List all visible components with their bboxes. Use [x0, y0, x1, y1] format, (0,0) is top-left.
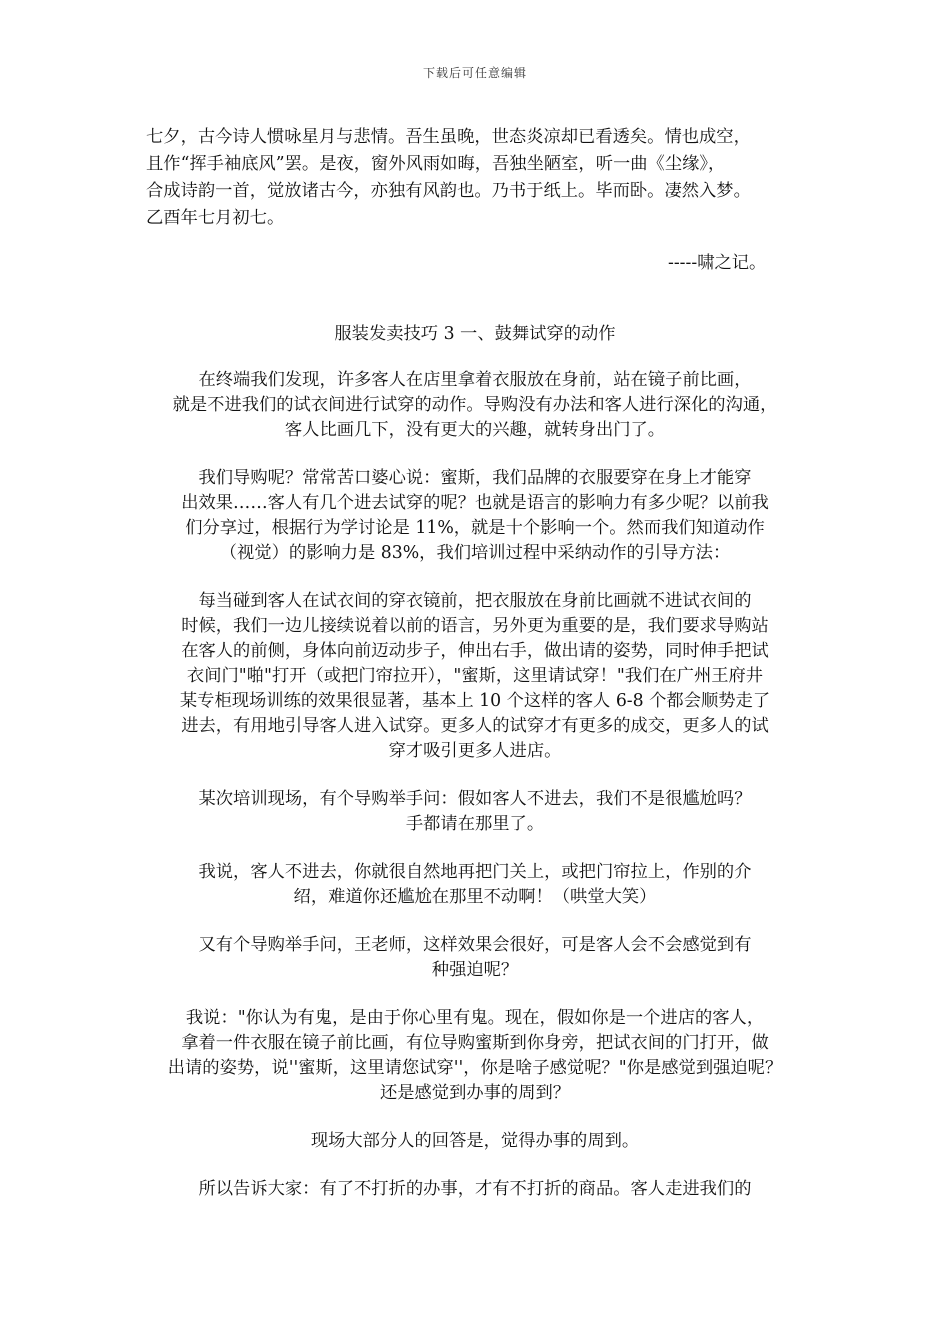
paragraph: [140, 368, 810, 443]
paragraph-line: 每当碰到客人在试衣间的穿衣镜前，把衣服放在身前比画就不进试衣间的: [198, 591, 752, 611]
paragraph-line: 所以告诉大家：有了不打折的办事，才有不打折的商品。客人走进我们的: [198, 1179, 752, 1199]
paragraph-line: 就是不进我们的试衣间进行试穿的动作。导购没有办法和客人进行深化的沟通，: [172, 395, 778, 415]
intro-line: 且作“挥手袖底风”罢。是夜，窗外风雨如晦，吾独坐陋室，听一曲《尘缘》，: [146, 154, 726, 174]
paragraph-line: （视觉）的影响力是 83%，我们培训过程中采纳动作的引导方法：: [219, 543, 731, 563]
paragraph-line: 们分享过，根据行为学讨论是 11%，就是十个影响一个。然而我们知道动作: [185, 518, 765, 538]
paragraph-line: 手都请在那里了。: [405, 814, 545, 834]
paragraph-line: 还是感觉到办事的周到？: [379, 1083, 571, 1103]
paragraph: [140, 933, 810, 983]
paragraph-line: 种强迫呢？: [431, 960, 519, 980]
intro-line: 七夕，古今诗人惯咏星月与悲情。吾生虽晚，世态炎凉却已看透矣。情也成空，: [146, 127, 751, 147]
paragraph: [140, 1177, 810, 1202]
paragraph-line: 我们导购呢？常常苦口婆心说：蜜斯，我们品牌的衣服要穿在身上才能穿: [198, 468, 752, 488]
paragraph-line: 又有个导购举手问，王老师，这样效果会很好，可是客人会不会感觉到有: [198, 935, 752, 955]
paragraph-line: 时候，我们一边儿接续说着以前的语言，另外更为重要的是，我们要求导购站: [181, 616, 769, 636]
article-body: [140, 322, 810, 1225]
paragraph-line: 现场大部分人的回答是，觉得办事的周到。: [310, 1131, 640, 1151]
paragraph-line: 在终端我们发现，许多客人在店里拿着衣服放在身前，站在镜子前比画，: [198, 370, 752, 390]
paragraph-line: 进去，有用地引导客人进入试穿。更多人的试穿才有更多的成交，更多人的试: [181, 716, 769, 736]
paragraph-line: 拿着一件衣服在镜子前比画，有位导购蜜斯到你身旁，把试衣间的门打开，做: [181, 1033, 769, 1053]
paragraph: [140, 466, 810, 566]
paragraph: [140, 1129, 810, 1154]
paragraph: [140, 787, 810, 837]
paragraph-line: 在客人的前侧，身体向前迈动步子，伸出右手，做出请的姿势，同时伸手把试: [181, 641, 769, 661]
page-header: 下载后可任意编辑: [422, 66, 527, 80]
article-title: 服装发卖技巧 3 一、鼓舞试穿的动作: [334, 324, 616, 344]
intro-line: 乙酉年七月初七。: [146, 208, 285, 228]
intro-paragraph: [146, 124, 811, 232]
paragraph-line: 出效果……客人有几个进去试穿的呢？也就是语言的影响力有多少呢？以前我: [181, 493, 769, 513]
paragraph: [140, 589, 810, 764]
paragraph-line: 我说："你认为有鬼，是由于你心里有鬼。现在，假如你是一个进店的客人，: [185, 1008, 765, 1028]
paragraph-line: 我说，客人不进去，你就很自然地再把门关上，或把门帘拉上，作别的介: [198, 862, 752, 882]
signature: -----啸之记。: [668, 253, 767, 273]
paragraph-line: 某专柜现场训练的效果很显著，基本上 10 个这样的客人 6-8 个都会顺势走了: [179, 691, 771, 711]
paragraph-line: 某次培训现场，有个导购举手问：假如客人不进去，我们不是很尴尬吗？: [198, 789, 752, 809]
paragraph-line: 穿才吸引更多人进店。: [388, 741, 562, 761]
paragraph: [140, 1006, 810, 1106]
intro-line: 合成诗韵一首，觉放诸古今，亦独有风韵也。乃书于纸上。毕而卧。凄然入梦。: [146, 181, 751, 201]
paragraph-line: 出请的姿势，说''蜜斯，这里请您试穿''，你是啥子感觉呢？"你是感觉到强迫呢？: [167, 1058, 783, 1078]
paragraph-line: 绍，难道你还尴尬在那里不动啊！（哄堂大笑）: [293, 887, 657, 907]
paragraph-line: 客人比画几下，没有更大的兴趣，就转身出门了。: [284, 420, 666, 440]
paragraph-line: 衣间门"啪"打开（或把门帘拉开），"蜜斯，这里请试穿！"我们在广州王府井: [186, 666, 764, 686]
paragraph: [140, 860, 810, 910]
